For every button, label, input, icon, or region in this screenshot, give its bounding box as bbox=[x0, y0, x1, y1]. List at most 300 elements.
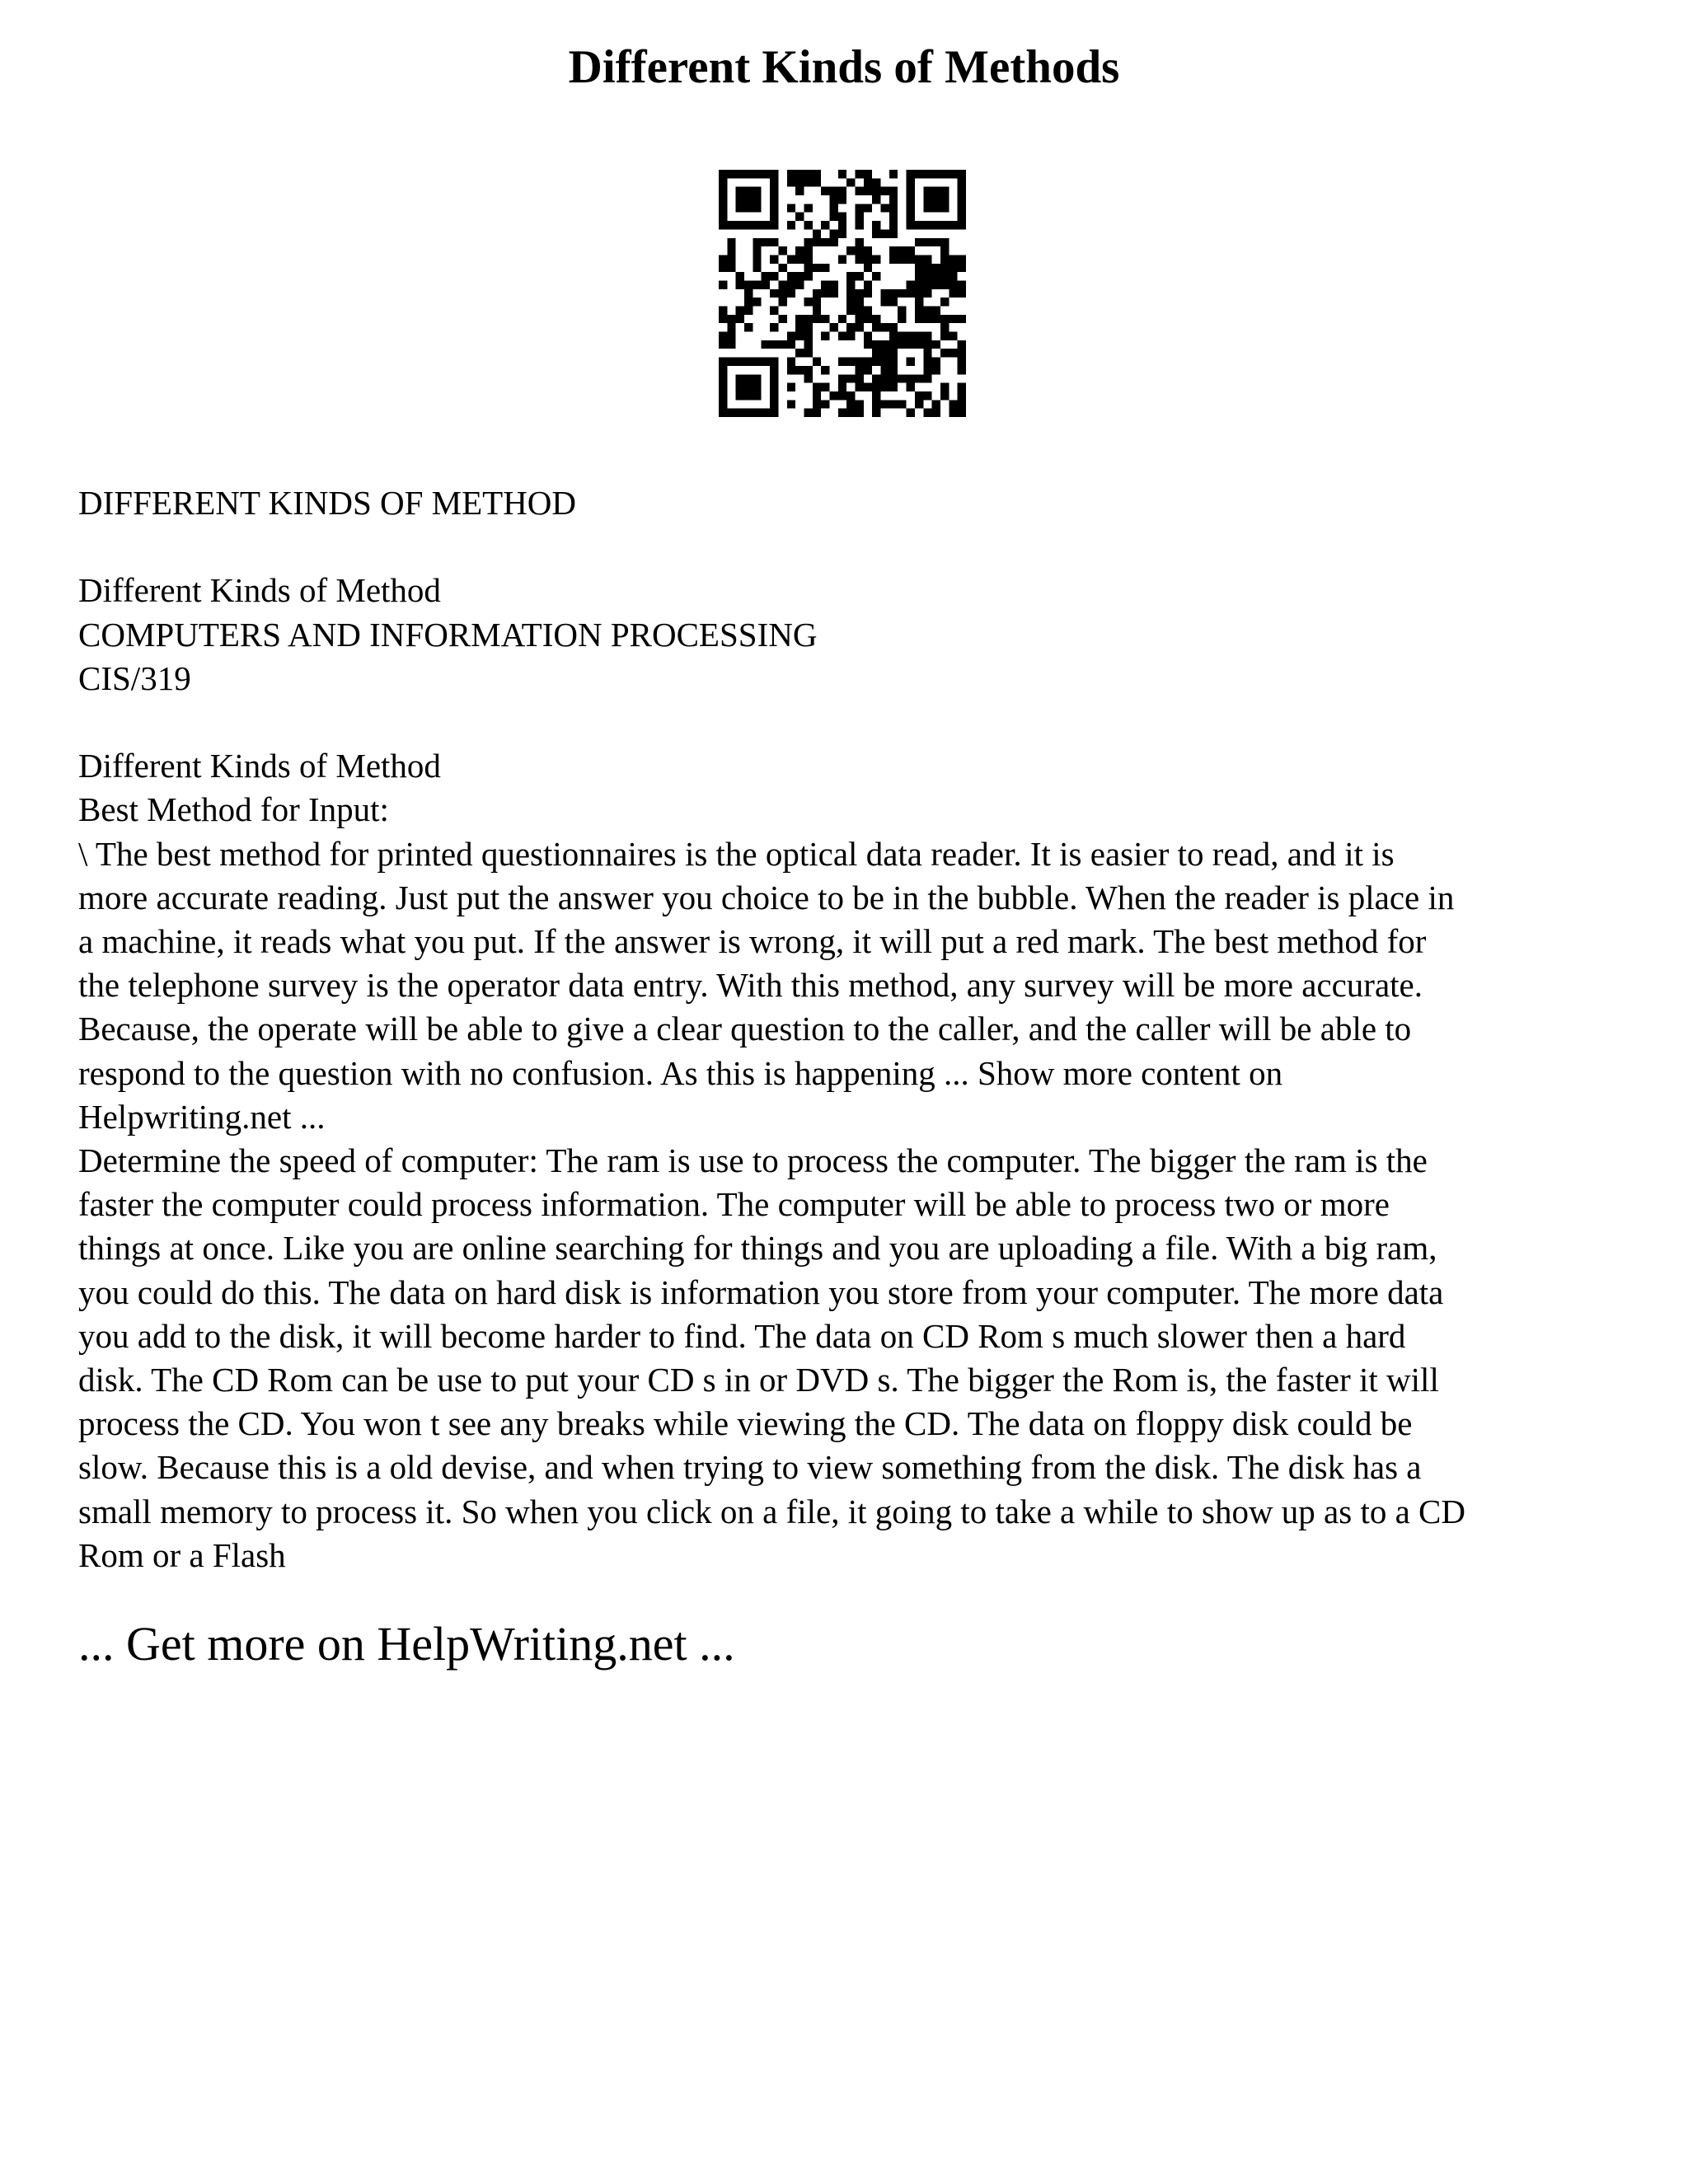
qr-module bbox=[889, 332, 898, 340]
qr-module bbox=[889, 187, 898, 195]
qr-module bbox=[898, 255, 906, 263]
qr-module bbox=[821, 332, 829, 340]
qr-module bbox=[915, 307, 923, 315]
qr-module bbox=[889, 374, 898, 382]
qr-module bbox=[949, 400, 957, 408]
qr-module bbox=[872, 178, 880, 186]
qr-module bbox=[804, 255, 812, 263]
qr-module bbox=[889, 221, 898, 229]
qr-module bbox=[736, 204, 744, 212]
qr-module bbox=[736, 374, 744, 382]
qr-module bbox=[829, 213, 837, 221]
qr-module bbox=[889, 340, 898, 349]
qr-module bbox=[795, 255, 804, 263]
qr-module bbox=[932, 358, 940, 366]
qr-module bbox=[770, 374, 778, 382]
qr-module bbox=[881, 187, 889, 195]
qr-module bbox=[881, 358, 889, 366]
qr-module bbox=[907, 213, 915, 221]
qr-module bbox=[856, 298, 864, 306]
qr-module bbox=[753, 255, 761, 263]
qr-module bbox=[770, 409, 778, 417]
qr-module bbox=[719, 400, 727, 408]
qr-module bbox=[881, 289, 889, 298]
qr-module bbox=[795, 170, 804, 178]
spacer bbox=[78, 701, 1620, 744]
qr-module bbox=[949, 280, 957, 288]
qr-module bbox=[881, 366, 889, 374]
qr-module bbox=[889, 298, 898, 306]
qr-module bbox=[958, 340, 966, 349]
qr-module bbox=[856, 238, 864, 246]
qr-module bbox=[744, 204, 753, 212]
qr-module bbox=[770, 383, 778, 391]
qr-module bbox=[940, 272, 949, 280]
qr-module bbox=[813, 409, 821, 417]
qr-module bbox=[838, 195, 846, 204]
qr-module bbox=[915, 255, 923, 263]
qr-module bbox=[838, 255, 846, 263]
qr-module bbox=[958, 221, 966, 229]
get-more-link[interactable]: ... Get more on HelpWriting.net ... bbox=[78, 1617, 735, 1671]
qr-module bbox=[770, 204, 778, 212]
qr-module bbox=[744, 323, 753, 331]
qr-module bbox=[804, 349, 812, 357]
qr-module bbox=[872, 391, 880, 400]
qr-module bbox=[727, 332, 735, 340]
qr-module bbox=[744, 280, 753, 288]
qr-module bbox=[719, 383, 727, 391]
qr-module bbox=[958, 195, 966, 204]
qr-module bbox=[787, 221, 795, 229]
qr-module bbox=[923, 255, 931, 263]
paragraph1-line: a machine, it reads what you put. If the answer is wrong, it will put a red mark. The best method for bbox=[78, 922, 1427, 960]
qr-module bbox=[744, 170, 753, 178]
qr-module bbox=[821, 221, 829, 229]
qr-module bbox=[744, 374, 753, 382]
qr-module bbox=[813, 170, 821, 178]
qr-module bbox=[881, 340, 889, 349]
qr-module bbox=[753, 204, 761, 212]
qr-module bbox=[923, 195, 931, 204]
qr-module bbox=[958, 409, 966, 417]
paragraph1-line: Helpwriting.net ... bbox=[78, 1097, 326, 1136]
qr-module bbox=[864, 255, 872, 263]
paragraph2-line: Rom or a Flash bbox=[78, 1535, 286, 1574]
qr-module bbox=[864, 366, 872, 374]
qr-module bbox=[932, 170, 940, 178]
qr-module bbox=[872, 187, 880, 195]
qr-module bbox=[813, 178, 821, 186]
qr-module bbox=[958, 400, 966, 408]
qr-module bbox=[940, 238, 949, 246]
qr-module bbox=[915, 391, 923, 400]
qr-module bbox=[829, 229, 837, 237]
qr-module bbox=[932, 187, 940, 195]
qr-module bbox=[795, 280, 804, 288]
qr-module bbox=[829, 391, 837, 400]
qr-module bbox=[864, 383, 872, 391]
qr-module bbox=[856, 358, 864, 366]
qr-module bbox=[753, 195, 761, 204]
qr-module bbox=[787, 280, 795, 288]
qr-module bbox=[727, 221, 735, 229]
qr-module bbox=[958, 170, 966, 178]
qr-module bbox=[719, 332, 727, 340]
qr-module bbox=[838, 170, 846, 178]
qr-module bbox=[736, 187, 744, 195]
qr-module bbox=[804, 170, 812, 178]
qr-module bbox=[923, 349, 931, 357]
qr-module bbox=[795, 349, 804, 357]
qr-module bbox=[736, 307, 744, 315]
qr-module bbox=[787, 204, 795, 212]
qr-module bbox=[898, 332, 906, 340]
qr-module bbox=[719, 221, 727, 229]
qr-module bbox=[821, 366, 829, 374]
qr-module bbox=[940, 187, 949, 195]
qr-module bbox=[762, 272, 770, 280]
qr-module bbox=[856, 221, 864, 229]
qr-module bbox=[907, 170, 915, 178]
qr-module bbox=[856, 213, 864, 221]
paragraph2-line: process the CD. You won t see any breaks while viewing the CD. The data on floppy disk could be bbox=[78, 1404, 1413, 1443]
qr-module bbox=[736, 358, 744, 366]
qr-module bbox=[889, 246, 898, 255]
qr-module bbox=[856, 409, 864, 417]
qr-module bbox=[821, 400, 829, 408]
qr-module bbox=[881, 400, 889, 408]
qr-module bbox=[940, 315, 949, 323]
qr-module bbox=[923, 332, 931, 340]
qr-module bbox=[736, 280, 744, 288]
qr-module bbox=[864, 246, 872, 255]
qr-module bbox=[940, 255, 949, 263]
qr-module bbox=[795, 315, 804, 323]
qr-module bbox=[813, 289, 821, 298]
qr-module bbox=[753, 280, 761, 288]
qr-module bbox=[949, 221, 957, 229]
qr-module bbox=[753, 221, 761, 229]
qr-module bbox=[872, 195, 880, 204]
qr-module bbox=[795, 366, 804, 374]
qr-module bbox=[889, 195, 898, 204]
qr-module bbox=[744, 383, 753, 391]
qr-module bbox=[846, 289, 855, 298]
qr-module bbox=[821, 383, 829, 391]
qr-module bbox=[778, 315, 786, 323]
qr-module bbox=[787, 340, 795, 349]
qr-module bbox=[872, 315, 880, 323]
qr-module bbox=[881, 204, 889, 212]
qr-module bbox=[907, 187, 915, 195]
qr-module bbox=[762, 358, 770, 366]
qr-module bbox=[907, 195, 915, 204]
qr-module bbox=[753, 409, 761, 417]
qr-module bbox=[907, 358, 915, 366]
qr-module bbox=[804, 366, 812, 374]
qr-module bbox=[856, 170, 864, 178]
qr-module bbox=[889, 229, 898, 237]
qr-module bbox=[762, 170, 770, 178]
qr-module bbox=[736, 221, 744, 229]
qr-module bbox=[795, 178, 804, 186]
section-subtitle: Best Method for Input: bbox=[78, 790, 389, 829]
qr-module bbox=[719, 391, 727, 400]
qr-module bbox=[804, 409, 812, 417]
qr-module bbox=[949, 272, 957, 280]
course-title: COMPUTERS AND INFORMATION PROCESSING bbox=[78, 615, 818, 654]
qr-module bbox=[940, 204, 949, 212]
qr-module bbox=[958, 391, 966, 400]
qr-module bbox=[915, 170, 923, 178]
qr-module bbox=[923, 315, 931, 323]
qr-module bbox=[795, 323, 804, 331]
qr-module bbox=[736, 383, 744, 391]
qr-module bbox=[898, 289, 906, 298]
qr-module bbox=[940, 349, 949, 357]
qr-module bbox=[804, 332, 812, 340]
section-title: Different Kinds of Method bbox=[78, 747, 441, 785]
qr-module bbox=[881, 374, 889, 382]
qr-module bbox=[727, 409, 735, 417]
qr-module bbox=[813, 307, 821, 315]
qr-module bbox=[958, 383, 966, 391]
qr-module bbox=[898, 246, 906, 255]
qr-module bbox=[813, 358, 821, 366]
qr-module bbox=[881, 323, 889, 331]
qr-module bbox=[907, 340, 915, 349]
qr-module bbox=[949, 289, 957, 298]
qr-module bbox=[872, 400, 880, 408]
qr-module bbox=[907, 383, 915, 391]
qr-module bbox=[795, 272, 804, 280]
qr-module bbox=[770, 307, 778, 315]
qr-module bbox=[923, 170, 931, 178]
qr-module bbox=[856, 400, 864, 408]
qr-module bbox=[770, 178, 778, 186]
qr-module bbox=[821, 289, 829, 298]
qr-module bbox=[719, 178, 727, 186]
qr-module bbox=[744, 409, 753, 417]
qr-module bbox=[872, 374, 880, 382]
qr-module bbox=[753, 358, 761, 366]
qr-module bbox=[932, 340, 940, 349]
qr-module bbox=[744, 221, 753, 229]
qr-module bbox=[923, 340, 931, 349]
qr-module bbox=[829, 187, 837, 195]
qr-module bbox=[872, 221, 880, 229]
qr-module bbox=[753, 391, 761, 400]
qr-module bbox=[804, 238, 812, 246]
qr-module bbox=[804, 204, 812, 212]
qr-module bbox=[889, 366, 898, 374]
qr-module bbox=[753, 264, 761, 272]
qr-module bbox=[804, 264, 812, 272]
qr-module bbox=[915, 374, 923, 382]
qr-module bbox=[804, 221, 812, 229]
qr-module bbox=[915, 400, 923, 408]
qr-module bbox=[778, 298, 786, 306]
qr-module bbox=[804, 298, 812, 306]
qr-module bbox=[958, 289, 966, 298]
qr-module bbox=[915, 289, 923, 298]
qr-module bbox=[940, 391, 949, 400]
qr-module bbox=[813, 238, 821, 246]
paragraph1-line: more accurate reading. Just put the answer you choice to be in the bubble. When the reader is place in bbox=[78, 878, 1455, 916]
qr-module bbox=[846, 246, 855, 255]
qr-module bbox=[889, 383, 898, 391]
qr-module bbox=[787, 383, 795, 391]
qr-module bbox=[856, 246, 864, 255]
qr-module bbox=[753, 246, 761, 255]
qr-module bbox=[932, 315, 940, 323]
qr-module bbox=[753, 238, 761, 246]
qr-module bbox=[846, 178, 855, 186]
qr-module bbox=[770, 400, 778, 408]
qr-module bbox=[915, 272, 923, 280]
qr-module bbox=[804, 272, 812, 280]
qr-module bbox=[846, 374, 855, 382]
qr-module bbox=[778, 246, 786, 255]
qr-module bbox=[778, 289, 786, 298]
qr-module bbox=[787, 178, 795, 186]
qr-module bbox=[753, 170, 761, 178]
qr-module bbox=[864, 340, 872, 349]
qr-module bbox=[915, 238, 923, 246]
qr-module bbox=[838, 187, 846, 195]
qr-module bbox=[856, 289, 864, 298]
qr-module bbox=[932, 409, 940, 417]
qr-module bbox=[940, 298, 949, 306]
qr-module bbox=[881, 349, 889, 357]
qr-module bbox=[795, 187, 804, 195]
qr-module bbox=[744, 298, 753, 306]
qr-module bbox=[813, 264, 821, 272]
qr-module bbox=[898, 340, 906, 349]
qr-module bbox=[719, 264, 727, 272]
paragraph2-line: you could do this. The data on hard disk is information you store from your computer. The more data bbox=[78, 1272, 1444, 1311]
qr-module bbox=[856, 323, 864, 331]
qr-module bbox=[940, 221, 949, 229]
qr-module bbox=[864, 332, 872, 340]
qr-module bbox=[787, 366, 795, 374]
qr-module bbox=[923, 366, 931, 374]
qr-module bbox=[932, 221, 940, 229]
document-body bbox=[78, 481, 1620, 1577]
qr-module bbox=[923, 391, 931, 400]
qr-module bbox=[940, 332, 949, 340]
qr-module bbox=[907, 246, 915, 255]
qr-module bbox=[907, 178, 915, 186]
qr-module bbox=[889, 213, 898, 221]
qr-module bbox=[915, 264, 923, 272]
qr-module bbox=[923, 264, 931, 272]
qr-module bbox=[770, 340, 778, 349]
qr-module bbox=[856, 187, 864, 195]
qr-module bbox=[898, 374, 906, 382]
qr-module bbox=[958, 187, 966, 195]
qr-module bbox=[719, 170, 727, 178]
qr-module bbox=[864, 178, 872, 186]
qr-module bbox=[719, 187, 727, 195]
qr-module bbox=[829, 289, 837, 298]
qr-module bbox=[744, 391, 753, 400]
qr-module bbox=[923, 358, 931, 366]
qr-module bbox=[864, 358, 872, 366]
qr-module bbox=[829, 280, 837, 288]
qr-module bbox=[889, 204, 898, 212]
qr-module bbox=[940, 323, 949, 331]
qr-module bbox=[719, 195, 727, 204]
qr-module bbox=[958, 178, 966, 186]
qr-module bbox=[829, 323, 837, 331]
qr-module bbox=[804, 246, 812, 255]
qr-module bbox=[838, 358, 846, 366]
qr-module bbox=[778, 280, 786, 288]
qr-module bbox=[864, 264, 872, 272]
qr-module bbox=[872, 383, 880, 391]
qr-module bbox=[907, 374, 915, 382]
qr-module bbox=[907, 204, 915, 212]
qr-module bbox=[821, 315, 829, 323]
qr-module bbox=[719, 340, 727, 349]
qr-module bbox=[932, 366, 940, 374]
qr-module bbox=[864, 289, 872, 298]
paragraph2-line: Determine the speed of computer: The ram is use to process the computer. The bigger the ram is the bbox=[78, 1141, 1428, 1180]
qr-module bbox=[795, 246, 804, 255]
qr-module bbox=[958, 204, 966, 212]
qr-module bbox=[923, 221, 931, 229]
qr-module bbox=[770, 221, 778, 229]
qr-module bbox=[838, 332, 846, 340]
qr-module bbox=[949, 315, 957, 323]
qr-module bbox=[787, 272, 795, 280]
qr-module bbox=[727, 170, 735, 178]
qr-module bbox=[770, 391, 778, 400]
qr-module bbox=[932, 264, 940, 272]
qr-module bbox=[958, 358, 966, 366]
qr-module bbox=[864, 187, 872, 195]
qr-module bbox=[762, 280, 770, 288]
qr-module bbox=[846, 332, 855, 340]
qr-module bbox=[846, 272, 855, 280]
qr-module bbox=[889, 349, 898, 357]
qr-module bbox=[872, 358, 880, 366]
qr-module bbox=[787, 400, 795, 408]
qr-module bbox=[744, 187, 753, 195]
qr-module bbox=[719, 280, 727, 288]
qr-module bbox=[753, 187, 761, 195]
paragraph2-line: things at once. Like you are online searching for things and you are uploading a file. With a big ram, bbox=[78, 1229, 1437, 1268]
qr-module bbox=[898, 315, 906, 323]
qr-module bbox=[770, 323, 778, 331]
qr-module bbox=[813, 383, 821, 391]
qr-module bbox=[813, 298, 821, 306]
qr-module bbox=[762, 340, 770, 349]
qr-module bbox=[846, 391, 855, 400]
qr-module bbox=[821, 280, 829, 288]
qr-module bbox=[932, 238, 940, 246]
qr-module bbox=[838, 391, 846, 400]
qr-module bbox=[864, 307, 872, 315]
qr-module bbox=[872, 409, 880, 417]
paragraph2-line: faster the computer could process information. The computer will be able to process two or more bbox=[78, 1185, 1390, 1224]
qr-module bbox=[864, 315, 872, 323]
qr-module bbox=[923, 289, 931, 298]
qr-module bbox=[719, 255, 727, 263]
qr-module bbox=[762, 409, 770, 417]
